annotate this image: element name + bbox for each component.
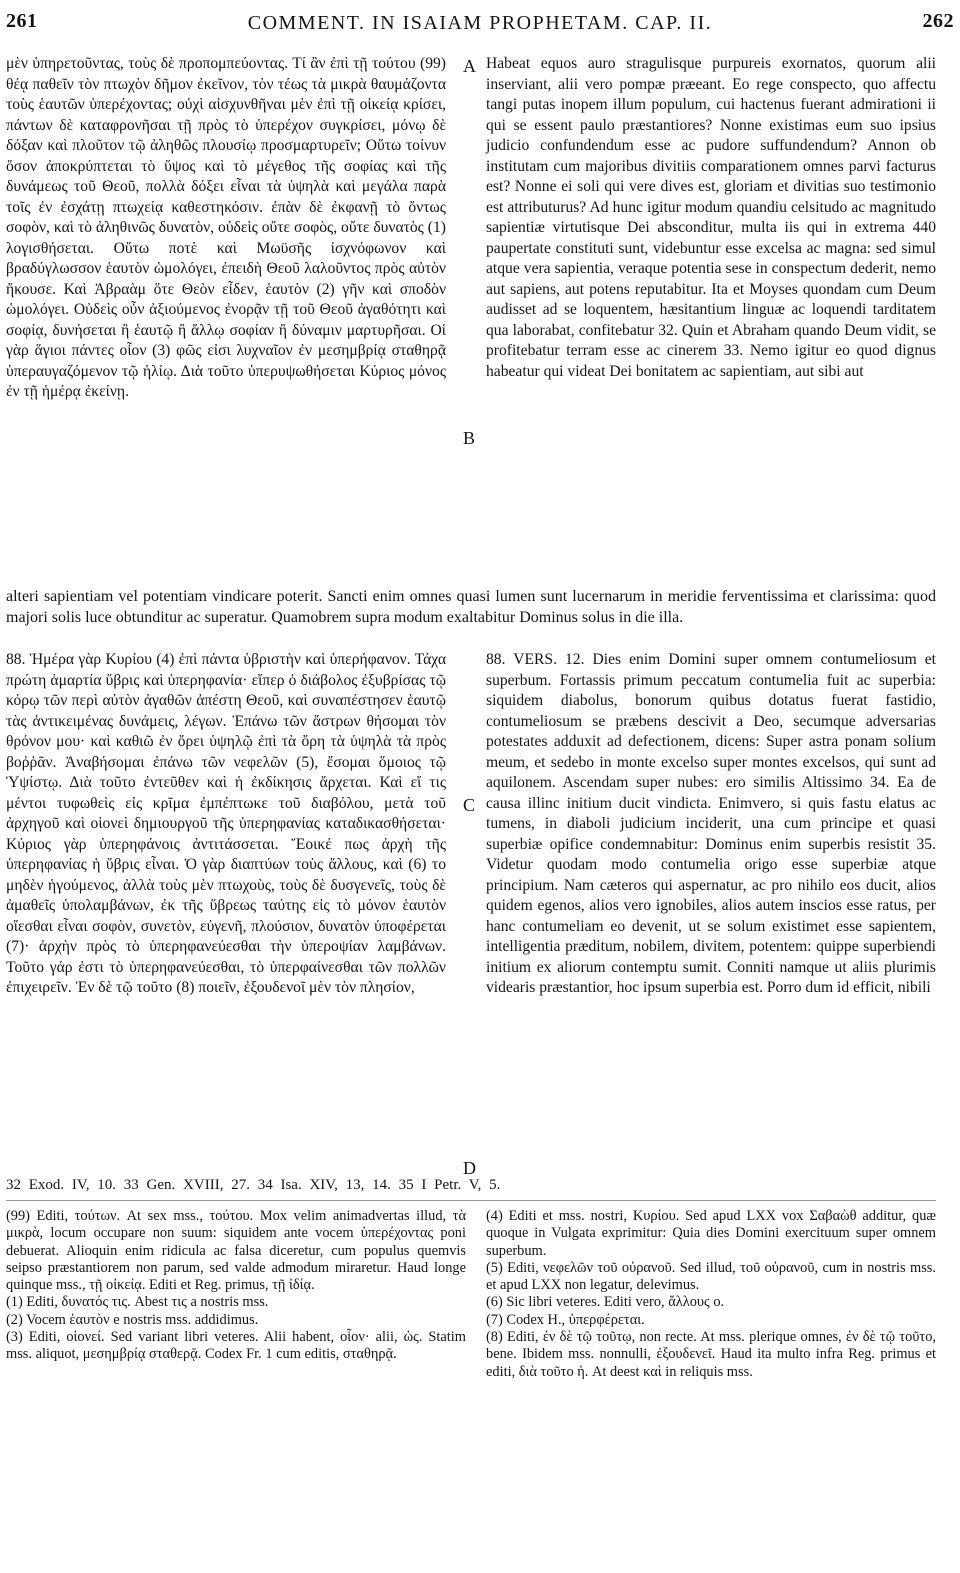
footnote: (1) Editi, δυνατός τις. Abest τις a nostris mss. <box>6 1294 269 1311</box>
footnote: (99) Editi, τούτων. At sex mss., τούτου. Mox velim animadvertas illud, τὰ μικρὰ, locum occupare non suum: siquidem ante vocem ὑπερέχοντας poni debuerat. Alioquin enim ridicula ac falsa diceretur, cum populus quemvis seipso præstantiorem non parum, sed valde admodum miraretur. Haud longe quinque mss., τῇ οἰκείᾳ. Editi et Reg. primus, τῇ ἰδίᾳ. <box>6 1208 466 1294</box>
footnotes-right <box>486 1208 936 1381</box>
latin-text-top: Habeat equos auro stragulisque purpureis exornatos, quorum alii inserviant, alii vero pompæ præeant. Eo rege conspecto, quo affectu tangi putas inopem illum populum, cui hactenus fuerant admirationi ii qui se essent paulo præstantiores? Nonne existimas eum suo ipsius judicio confundendum esse ac pudore suffundendum? Annon ob institutam cum majoribus divitiis comparationem omnes parvi facturus est? Nonne ei soli qui vere dives est, gloriam et divitias suo testimonio est attributurus? Ad hunc igitur modum quandiu celsitudo ac magnitudo sapientiæ virtutisque Dei absconditur, multa iis qui in extrema 440 paupertate constituti sunt, videbuntur esse excelsa ac magna: sed simul atque vera sapientia, veraque potentia sese in conspectum dederit, nemo aut sapiens, aut potens reputabitur. Ita et Moyses quondam cum Deum audisset ad se loquentem, hæsitantium linguæ ac loquendi tarditatem qua laborabat, confitebatur 32. Quin et Abraham quando Deum vidit, se profitebatur terram esse ac cinerem 33. Nemo igitur eo quod dignus habeatur qui videat Dei bonitatem ac sapientiam, aut sibi aut <box>486 55 936 380</box>
footnote: (7) Codex H., ὑπερφέρεται. <box>486 1311 645 1328</box>
page-number-left: 261 <box>6 10 38 32</box>
page-number-right: 262 <box>922 10 954 32</box>
scripture-references: 32 Exod. IV, 10. 33 Gen. XVIII, 27. 34 Isa. XIV, 13, 14. 35 I Petr. V, 5. <box>6 1177 501 1193</box>
greek-column-top <box>6 54 446 403</box>
margin-marker-d: D <box>463 1158 476 1178</box>
footnote: (3) Editi, οἱονεί. Sed variant libri veteres. Alii habent, οἷον· alii, ὡς. Statim mss. aliquot, μεσημβρίᾳ σταθερᾷ. Codex Fr. 1 cum editis, σταθηρᾷ. <box>6 1329 466 1363</box>
running-header <box>0 8 960 44</box>
footnote: (4) Editi et mss. nostri, Κυρίου. Sed apud LXX vox Σαβαὼθ additur, quæ quoque in Vulgata exprimitur: Quia dies Domini exercituum super omnem superbum. <box>486 1208 936 1259</box>
footnote: (5) Editi, νεφελῶν τοῦ οὐρανοῦ. Sed illud, τοῦ οὐρανοῦ, cum in nostris mss. et apud LXX non legatur, delevimus. <box>486 1259 936 1294</box>
footnote: (6) Sic libri veteres. Editi vero, ἄλλους ο. <box>486 1294 725 1311</box>
greek-text-mid: 88. Ἡμέρα γὰρ Κυρίου (4) ἐπὶ πάντα ὑβριστὴν καὶ ὑπερήφανον. Τάχα πρώτη ἁμαρτία ὕβρις καὶ ὑπερηφανία· εἴπερ ὁ διάβολος ἐξυβρίσας τῷ κόρῳ τῶν περὶ αὐτὸν ἀγαθῶν ἀπέστη Θεοῦ, καὶ συναπέστησεν ἑαυτῷ τὰς ἀντικειμένας δυνάμεις, λέγων. Ἐπάνω τῶν ἄστρων θήσομαι τὸν θρόνον μου· καὶ καθιῶ ἐν ὄρει ὑψηλῷ ἐπὶ τὰ ὄρη τὰ ὑψηλὰ τὰ πρὸς βοῤῥᾶν. Ἀναβήσομαι ἐπάνω τῶν νεφελῶν (5), ἔσομαι ὅμοιος τῷ Ὑψίστῳ. Διὰ τοῦτο ἐντεῦθεν καὶ ἡ ἐκδίκησις ἄρχεται. Καὶ εἴ τις μέντοι τυφωθεὶς εἰς κρῖμα ἐμπέπτωκε τοῦ διαβόλου, μετὰ τοῦ ἀρχηγοῦ καὶ οἱονεὶ δημιουργοῦ τῆς ὑπερηφανίας καταδικασθήσεται· Κύριος γὰρ ὑπερηφάνοις ἀντιτάσσεται. Ἔοικέ πως ἀρχὴ τῆς ὑπερηφανίας ἡ ὕβρις εἶναι. Ὁ γὰρ διαπτύων τοὺς ἄλλους, καὶ (6) το μηδὲν ἡγούμενος, ἀλλὰ τοὺς μὲν πτωχοὺς, τοὺς δὲ δυσγενεῖς, τοὺς δὲ ἀμαθεῖς ὑπολαμβάνων, ἐκ τῆς ὕβρεως ταύτης εἰς τὸ μόνον ἑαυτὸν οἴεσθαι εἶναι σοφὸν, συνετὸν, εὐγενῆ, πλούσιον, δυνατὸν ὑποφέρεται (7)· ἀρχὴν πρὸς τὸ ὑπερηφανεύεσθαι τὴν ὑπεροψίαν λαμβάνων. Τοῦτο γάρ ἐστι τὸ ὑπερηφανεύεσθαι, τὸ ὑπερφαίνεσθαι τῶν πολλῶν ἐπιχειρεῖν. Ἐν δὲ τῷ τοῦτο (8) ποιεῖν, ἐξουδενοῖ μὲν τὸν πλησίον, <box>6 651 446 996</box>
margin-marker-c: C <box>463 795 476 815</box>
margin-marker-b: B <box>463 428 476 448</box>
latin-column-mid <box>486 650 936 999</box>
footnotes-left <box>6 1208 466 1364</box>
greek-column-mid <box>6 650 446 999</box>
latin-column-top <box>486 54 936 382</box>
running-title: COMMENT. IN ISAIAM PROPHETAM. CAP. II. <box>247 12 713 34</box>
full-width-paragraph: alteri sapientiam vel potentiam vindicare poterit. Sancti enim omnes quasi lumen sunt lucernarum in meridie ferventissima et clarissima: quod majori solis luce obtunditur ac superatur. Quamobrem supra modum exaltabitur Dominus solus in die illa. <box>6 588 936 626</box>
footnote-divider <box>6 1200 936 1201</box>
margin-marker-a: A <box>463 56 476 76</box>
footnote: (2) Vocem ἑαυτὸν e nostris mss. addidimus. <box>6 1311 259 1328</box>
latin-text-mid: 88. VERS. 12. Dies enim Domini super omnem contumeliosum et superbum. Fortassis primum peccatum contumelia fuit ac superbia: siquidem diabolus, bonorum quibus dotatus fuerat fastidio, contumeliosum se præbens descivit a Deo, secumque adversarias potestates adduxit ad defectionem, dicens: Super astra ponam solium meum, et sedebo in monte excelso super montes excelsos, qui sunt ad aquilonem. Ascendam super nubes: ero similis Altissimo 34. Ea de causa illinc initium ducit vindicta. Enimvero, si quis fastu elatus ac tumens, in diaboli judicium inciderit, una cum principe et quasi superbiæ opifice condemnabitur: Dominus enim superbis resistit 35. Videtur quodam modo contumelia origo esse superbiæ atque principium. Nam cæteros qui aspernatur, ac pro nihilo eos ducit, alios quidem egenos, alios vero ignobiles, alios autem inscios esse ratus, per hanc contumeliam eo devenit, ut se solum existimet esse sapientem, intelligentia præditum, nobilem, divitem, potentem: quippe superbiendi initium ex aliorum contemptu sumit. Conniti namque ut aliis plurimis videaris præstantior, hoc ipsum superbia est. Porro dum id efficit, nibili <box>486 651 936 996</box>
greek-text-top: μὲν ὑπηρετοῦντας, τοὺς δὲ προπομπεύοντας. Τί ἂν ἐπὶ τῇ τούτου (99) θέᾳ παθεῖν τὸν πτωχὸν δῆμον ἐκεῖνον, τὸν τέως τὰ μικρὰ θαυμάζοντα τοὺς ἑαυτῶν ὑπερέχοντας; οὐχὶ αἰσχυνθῆναι μὲν ἐπὶ τῇ οἰκείᾳ κρίσει, πάντων δὲ καταφρονῆσαι τῇ πρὸς τὸ ὑπερέχον συγκρίσει, μόνῳ δὲ δόξαν καὶ πλοῦτον τῷ ἀληθῶς πλουσίῳ προσμαρτυρεῖν; Οὕτω τοίνυν ὅσον ἀποκρύπτεται τὸ ὕψος καὶ τὸ μέγεθος τῆς σοφίας καὶ τῆς δυνάμεως τοῦ Θεοῦ, πολλὰ δόξει εἶναι τὰ ὑψηλὰ καὶ μεγάλα παρὰ τοῖς ἐν ἐσχάτῃ πτωχείᾳ καθεστηκόσιν. ἐπὰν δὲ ἐκφανῇ τὸ ὄντως σοφὸν, καὶ τὸ ἀληθινῶς δυνατὸν, οὐδεὶς οὔτε σοφὸς, οὔτε δυνατὸς (1) λογισθήσεται. Οὕτω ποτὲ καὶ Μωϋσῆς ἰσχνόφωνον καὶ βραδύγλωσσον ἑαυτὸν ὡμολόγει, ἐπειδὴ Θεοῦ λαλοῦντος πρὸς αὐτὸν ἤκουσε. Καὶ Ἀβραὰμ ὅτε Θεὸν εἶδεν, ἑαυτὸν (2) γῆν καὶ σποδὸν ὡμολόγει. Οὐδεὶς οὖν ἀξιούμενος ἐνορᾷν τῇ τοῦ Θεοῦ ἀγαθότητι καὶ σοφίᾳ, δυνήσεται ἢ ἑαυτῷ ἢ ἄλλῳ σοφίαν ἢ δύναμιν μαρτυρῆσαι. Οἱ γὰρ ἅγιοι πάντες οἷον (3) φῶς εἰσι λυχναῖον ἐν μεσημβρίᾳ σταθηρᾷ ὑπεραυγαζόμενον τῷ ἡλίῳ. Διὰ τοῦτο ὑπερυψωθήσεται Κύριος μόνος ἐν τῇ ἡμέρᾳ ἐκείνῃ. <box>6 55 446 400</box>
footnote: (8) Editi, ἐν δὲ τῷ τοῦτῳ, non recte. At mss. plerique omnes, ἐν δὲ τῷ τοῦτο, bene. Ibidem mss. nonnulli, ἐξουδενεῖ. Haud ita multo infra Reg. primus et editi, διὰ τοῦτο ἡ. At deest καὶ in reliquis mss. <box>486 1329 936 1380</box>
